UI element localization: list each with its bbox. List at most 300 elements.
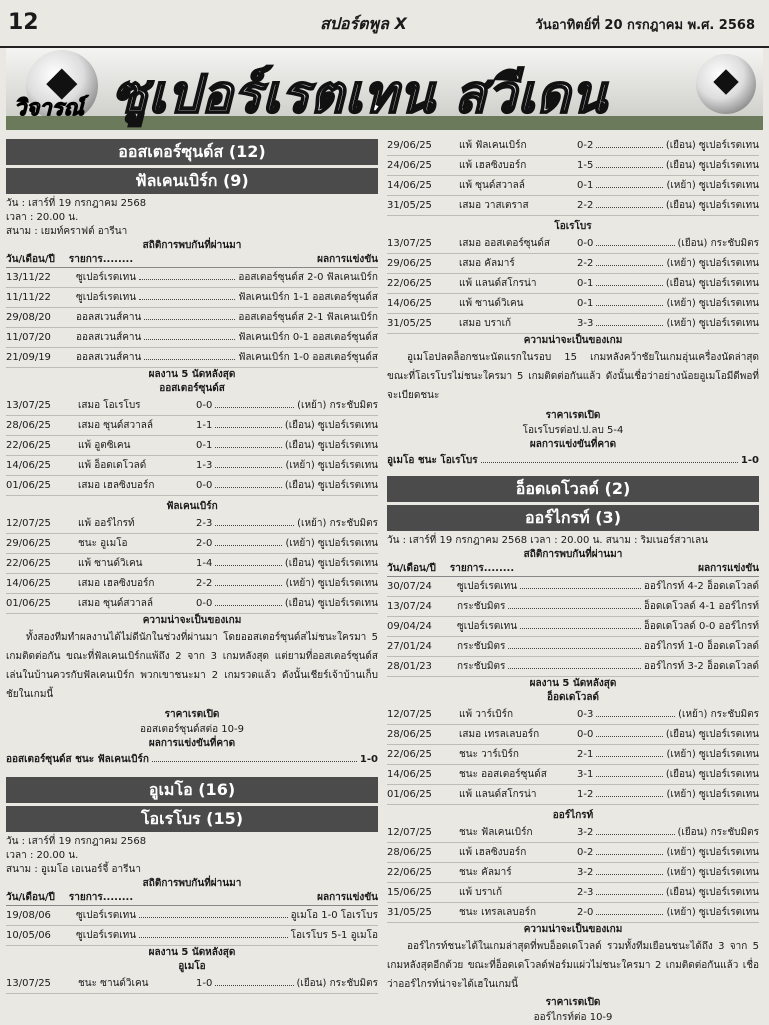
page-header <box>0 0 769 48</box>
match-date: 19/08/06 <box>6 910 51 921</box>
match-result: ออร์ไกรท์ 4-2 อ็อดเดโวลด์ <box>643 581 759 592</box>
score: 1-3 <box>196 460 213 471</box>
match1-home-bar: ออสเตอร์ซุนด์ส (12) <box>6 139 378 165</box>
table-row <box>6 348 378 368</box>
score: 0-0 <box>196 400 213 411</box>
result-opponent: เสมอ เทรลเลบอร์ก <box>459 729 540 740</box>
match-date: 09/04/24 <box>387 621 432 632</box>
match-date: 01/06/25 <box>6 480 51 491</box>
venue-competition: (เหย้า) กระชับมิตร <box>297 400 378 411</box>
venue-competition: (เหย้า) ซูเปอร์เรตเทน <box>666 867 759 878</box>
leader-dots <box>215 576 282 586</box>
competition: ออลสเวนส์คาน <box>76 352 142 363</box>
match2-odds: โอเรโบรต่อป.ป.ลบ 5-4 <box>522 425 624 436</box>
result-opponent: แพ้ ซานด์วิเคน <box>78 558 143 569</box>
list-item <box>6 574 378 594</box>
score: 0-2 <box>577 847 594 858</box>
leader-dots <box>215 976 293 986</box>
leader-dots <box>596 905 663 915</box>
result-opponent: แพ้ วาร์เบิร์ก <box>459 709 514 720</box>
venue-competition: (เยือน) ซูเปอร์เรตเทน <box>665 140 759 151</box>
match-date: 22/06/25 <box>387 278 432 289</box>
section-heading: สถิติการพบกันที่ผ่านมา <box>142 240 242 251</box>
score: 2-0 <box>196 538 213 549</box>
competition: ออลสเวนส์คาน <box>76 332 142 343</box>
football-icon <box>696 54 756 114</box>
venue-competition: (เหย้า) ซูเปอร์เรตเทน <box>666 907 759 918</box>
match-date: 13/11/22 <box>6 272 51 283</box>
match-date: 15/06/25 <box>387 887 432 898</box>
match-date: 12/07/25 <box>387 827 432 838</box>
competition: กระชับมิตร <box>457 601 506 612</box>
result-opponent: ชนะ ออสเตอร์ซุนด์ส <box>459 769 547 780</box>
match2-time: เวลา : 20.00 น. <box>6 850 79 861</box>
venue-competition: (เหย้า) ซูเปอร์เรตเทน <box>666 180 759 191</box>
competition: กระชับมิตร <box>457 661 506 672</box>
table-row <box>6 308 378 328</box>
match-result: อ็อดเดโวลด์ 0-0 ออร์ไกรท์ <box>643 621 759 632</box>
match-date: 14/06/25 <box>387 180 432 191</box>
match-date: 29/06/25 <box>387 140 432 151</box>
competition: ซูเปอร์เรตเทน <box>457 621 518 632</box>
table-row <box>6 906 378 926</box>
leader-dots <box>139 270 235 280</box>
venue-competition: (เหย้า) ซูเปอร์เรตเทน <box>285 538 378 549</box>
score: 0-1 <box>577 278 594 289</box>
leader-dots <box>596 138 662 148</box>
result-col-label: ผลการแข่งขัน <box>317 892 378 903</box>
result-col-label: ผลการแข่งขัน <box>698 563 759 574</box>
match2-away-bar: โอเรโบร (15) <box>6 806 378 832</box>
match-date: 29/06/25 <box>387 258 432 269</box>
list-item <box>387 196 759 216</box>
competition: ซูเปอร์เรตเทน <box>76 272 137 283</box>
match-result: อูเมโอ 1-0 โอเรโบร <box>290 910 378 921</box>
date-col-label: วัน/เดือน/ปี <box>6 892 55 903</box>
venue-competition: (เยือน) กระชับมิตร <box>677 827 759 838</box>
match3-h2h-list <box>387 577 759 677</box>
leader-dots <box>596 865 663 875</box>
match-date: 01/06/25 <box>6 598 51 609</box>
match3-odds: ออร์ไกรท์ต่อ 10-9 <box>533 1012 613 1023</box>
score: 0-0 <box>577 729 594 740</box>
leader-dots <box>215 596 281 606</box>
leader-dots <box>596 787 663 797</box>
score: 2-3 <box>196 518 213 529</box>
list-item <box>387 156 759 176</box>
match-result: ฟัลเคนเบิร์ก 0-1 ออสเตอร์ซุนด์ส <box>238 332 378 343</box>
leader-dots <box>139 928 288 938</box>
venue-competition: (เยือน) กระชับมิตร <box>296 978 378 989</box>
section-heading: ความน่าจะเป็นของเกม <box>523 335 623 346</box>
competition: ซูเปอร์เรตเทน <box>76 910 137 921</box>
h2h-header <box>6 891 378 906</box>
table-row <box>6 268 378 288</box>
venue-competition: (เยือน) ซูเปอร์เรตเทน <box>284 420 378 431</box>
match-result: โอเรโบร 5-1 อูเมโอ <box>290 930 378 941</box>
venue-competition: (เหย้า) ซูเปอร์เรตเทน <box>666 847 759 858</box>
match2-prediction <box>387 452 759 470</box>
leader-dots <box>596 707 675 717</box>
match2-home-form-rest <box>387 136 759 216</box>
score: 2-2 <box>196 578 213 589</box>
leader-dots <box>596 767 662 777</box>
leader-dots <box>215 478 281 488</box>
match1-odds: ออสเตอร์ซุนด์สต่อ 10-9 <box>140 724 244 735</box>
match2-home-form-first <box>6 974 378 994</box>
match2-outlook: อูเมโอปลดล็อกชนะนัดแรกในรอบ 15 เกมหลังคว้าชัยในเกมอุ่นเครื่องนัดล่าสุด ขณะที่โอเรโบรไม่ชนะใครมา 5 เกมติดต่อกันแล้ว ดังนั้นเชื่อว่าอย่างน้อยอูเมโอมีดีพอที่จะเบียดชนะ <box>387 352 759 401</box>
list-item <box>387 705 759 725</box>
match-date: 21/09/19 <box>6 352 51 363</box>
comp-col-label: รายการ........ <box>449 563 515 574</box>
list-item <box>6 476 378 496</box>
banner-subtitle: วิจารณ์ <box>14 96 84 121</box>
venue-competition: (เยือน) ซูเปอร์เรตเทน <box>665 729 759 740</box>
leader-dots <box>596 845 663 855</box>
prediction-text: อูเมโอ ชนะ โอเรโบร <box>387 455 478 466</box>
match2-h2h-list <box>6 906 378 946</box>
competition: ออลสเวนส์คาน <box>76 312 142 323</box>
section-heading: ผลงาน 5 นัดหลังสุด <box>148 369 236 380</box>
list-item <box>387 823 759 843</box>
result-opponent: ชนะ วาร์เบิร์ก <box>459 749 519 760</box>
match-date: 22/06/25 <box>6 558 51 569</box>
leader-dots <box>144 310 235 320</box>
leader-dots <box>215 398 294 408</box>
section-heading: สถิติการพบกันที่ผ่านมา <box>142 878 242 889</box>
prediction-score: 1-0 <box>740 455 759 466</box>
team-heading: อ็อดเดโวลด์ <box>546 692 600 703</box>
match1-day: วัน : เสาร์ที่ 19 กรกฎาคม 2568 <box>6 198 147 209</box>
venue-competition: (เยือน) ซูเปอร์เรตเทน <box>284 480 378 491</box>
leader-dots <box>596 747 663 757</box>
left-column <box>6 136 378 994</box>
match-date: 22/06/25 <box>387 749 432 760</box>
match1-home-form <box>6 396 378 496</box>
venue-competition: (เยือน) ซูเปอร์เรตเทน <box>665 769 759 780</box>
section-heading: ผลการแข่งขันที่คาด <box>529 439 617 450</box>
leader-dots <box>520 579 641 589</box>
score: 0-3 <box>577 709 594 720</box>
list-item <box>6 534 378 554</box>
leader-dots <box>596 296 663 306</box>
result-opponent: ชนะ อูเมโอ <box>78 538 128 549</box>
list-item <box>387 863 759 883</box>
score: 0-1 <box>196 440 213 451</box>
venue-competition: (เยือน) ซูเปอร์เรตเทน <box>665 200 759 211</box>
table-row <box>387 597 759 617</box>
team-heading: ฟัลเคนเบิร์ก <box>166 501 218 512</box>
match3-away-form <box>387 823 759 923</box>
list-item <box>387 883 759 903</box>
list-item <box>387 234 759 254</box>
list-item <box>387 765 759 785</box>
match1-prediction <box>6 751 378 769</box>
leader-dots <box>596 236 674 246</box>
leader-dots <box>596 276 662 286</box>
match-date: 12/07/25 <box>6 518 51 529</box>
leader-dots <box>596 727 662 737</box>
match-date: 11/11/22 <box>6 292 51 303</box>
list-item <box>387 136 759 156</box>
venue-competition: (เหย้า) ซูเปอร์เรตเทน <box>666 258 759 269</box>
match1-away-bar: ฟัลเคนเบิร์ก (9) <box>6 168 378 194</box>
leader-dots <box>215 458 282 468</box>
match3-info: วัน : เสาร์ที่ 19 กรกฎาคม 2568 เวลา : 20.00 น. สนาม : ริมเนอร์สวาเลน <box>387 535 708 546</box>
team-heading: ออร์ไกรท์ <box>552 810 594 821</box>
match-result: ออสเตอร์ซุนด์ส 2-0 ฟัลเคนเบิร์ก <box>238 272 378 283</box>
venue-competition: (เยือน) ซูเปอร์เรตเทน <box>665 887 759 898</box>
section-heading: ราคาเรตเปิด <box>164 709 220 720</box>
leader-dots <box>596 316 663 326</box>
venue-competition: (เยือน) ซูเปอร์เรตเทน <box>284 598 378 609</box>
leader-dots <box>144 350 235 360</box>
leader-dots <box>596 158 662 168</box>
match-date: 14/06/25 <box>387 769 432 780</box>
match-date: 13/07/25 <box>6 978 51 989</box>
venue-competition: (เหย้า) ซูเปอร์เรตเทน <box>285 460 378 471</box>
leader-dots <box>596 825 674 835</box>
result-opponent: เสมอ โอเรโบร <box>78 400 141 411</box>
leader-dots <box>596 256 663 266</box>
match-date: 14/06/25 <box>6 578 51 589</box>
match-result: อ็อดเดโวลด์ 4-1 ออร์ไกรท์ <box>643 601 759 612</box>
venue-competition: (เหย้า) ซูเปอร์เรตเทน <box>666 318 759 329</box>
leader-dots <box>508 599 640 609</box>
score: 2-2 <box>577 200 594 211</box>
match-result: ฟัลเคนเบิร์ก 1-0 ออสเตอร์ซุนด์ส <box>238 352 378 363</box>
result-opponent: เสมอ บราเก้ <box>459 318 512 329</box>
comp-col-label: รายการ........ <box>68 892 134 903</box>
match-date: 22/06/25 <box>6 440 51 451</box>
venue-competition: (เหย้า) กระชับมิตร <box>297 518 378 529</box>
match2-home-bar: อูเมโอ (16) <box>6 777 378 803</box>
match2-day: วัน : เสาร์ที่ 19 กรกฎาคม 2568 <box>6 836 147 847</box>
match3-away-bar: ออร์ไกรท์ (3) <box>387 505 759 531</box>
match-date: 27/01/24 <box>387 641 432 652</box>
leader-dots <box>596 178 663 188</box>
leader-dots <box>508 659 640 669</box>
match-date: 28/06/25 <box>387 729 432 740</box>
score: 3-1 <box>577 769 594 780</box>
leader-dots <box>215 516 294 526</box>
competition: กระชับมิตร <box>457 641 506 652</box>
match-date: 14/06/25 <box>6 460 51 471</box>
table-row <box>6 328 378 348</box>
venue-competition: (เยือน) ซูเปอร์เรตเทน <box>284 440 378 451</box>
result-opponent: แพ้ ฟัลเคนเบิร์ก <box>459 140 527 151</box>
table-row <box>387 657 759 677</box>
result-opponent: เสมอ ออสเตอร์ซุนด์ส <box>459 238 550 249</box>
competition: ซูเปอร์เรตเทน <box>76 292 137 303</box>
result-opponent: แพ้ แลนด์สโกรน่า <box>459 278 537 289</box>
match-date: 29/06/25 <box>6 538 51 549</box>
match-date: 31/05/25 <box>387 318 432 329</box>
section-heading: ราคาเรตเปิด <box>545 410 601 421</box>
score: 0-2 <box>577 140 594 151</box>
comp-col-label: รายการ........ <box>68 254 134 265</box>
list-item <box>6 514 378 534</box>
match-date: 28/01/23 <box>387 661 432 672</box>
result-opponent: เสมอ เฮลซิงบอร์ก <box>78 480 155 491</box>
list-item <box>6 396 378 416</box>
list-item <box>387 254 759 274</box>
section-heading: สถิติการพบกันที่ผ่านมา <box>523 549 623 560</box>
leader-dots <box>215 536 282 546</box>
match1-venue: สนาม : เยมท์คราฟต์ อารีนา <box>6 226 128 237</box>
result-opponent: ชนะ ฟัลเคนเบิร์ก <box>459 827 533 838</box>
result-opponent: แพ้ เฮลซิงบอร์ก <box>459 160 527 171</box>
match-date: 28/06/25 <box>387 847 432 858</box>
match-date: 13/07/24 <box>387 601 432 612</box>
list-item <box>6 554 378 574</box>
match1-h2h-list <box>6 268 378 368</box>
section-heading: ความน่าจะเป็นของเกม <box>523 924 623 935</box>
result-opponent: ชนะ ซานด์วิเคน <box>78 978 149 989</box>
score: 2-0 <box>577 907 594 918</box>
match1-outlook: ทั้งสองทีมทำผลงานได้ไม่ดีนักในช่วงที่ผ่านมา โดยออสเตอร์ซุนด์สไม่ชนะใครมา 5 เกมติดต่อกัน ขณะที่ฟัลเคนเบิร์กแพ้ถึง 2 จาก 3 เกมหลังสุด แต่ยามที่ออสเตอร์ซุนด์สเล่นในบ้านควรกับฟัลเคนเบิร์ก พวกเขาชนะมา 2 เกมรวดแล้ว ดังนั้นเชียร์เจ้าบ้านเก็บชัยในเกมนี้ <box>6 632 378 700</box>
table-row <box>6 288 378 308</box>
prediction-score: 1-0 <box>359 754 378 765</box>
result-opponent: แพ้ อูตซิเคน <box>78 440 131 451</box>
list-item <box>387 274 759 294</box>
date-col-label: วัน/เดือน/ปี <box>6 254 55 265</box>
h2h-header <box>387 562 759 577</box>
match2-away-form <box>387 234 759 334</box>
h2h-header <box>6 253 378 268</box>
score: 1-1 <box>196 420 213 431</box>
match3-home-form <box>387 705 759 805</box>
match-date: 10/05/06 <box>6 930 51 941</box>
leader-dots <box>144 330 235 340</box>
section-heading: ความน่าจะเป็นของเกม <box>142 615 242 626</box>
match-date: 30/07/24 <box>387 581 432 592</box>
venue-competition: (เหย้า) ซูเปอร์เรตเทน <box>285 578 378 589</box>
leader-dots <box>596 198 662 208</box>
team-heading: โอเรโบร <box>554 221 592 232</box>
list-item <box>387 903 759 923</box>
match-date: 14/06/25 <box>387 298 432 309</box>
team-heading: อูเมโอ <box>178 961 206 972</box>
list-item <box>387 745 759 765</box>
leader-dots <box>508 639 640 649</box>
match-date: 29/08/20 <box>6 312 51 323</box>
match1-away-form <box>6 514 378 614</box>
leader-dots <box>596 885 662 895</box>
section-banner <box>6 48 763 130</box>
prediction-text: ออสเตอร์ซุนด์ส ชนะ ฟัลเคนเบิร์ก <box>6 754 149 765</box>
score: 3-2 <box>577 827 594 838</box>
match3-home-bar: อ็อดเดโวลด์ (2) <box>387 476 759 502</box>
leader-dots <box>215 556 281 566</box>
list-item <box>387 314 759 334</box>
match-date: 13/07/25 <box>6 400 51 411</box>
match-date: 24/06/25 <box>387 160 432 171</box>
score: 1-2 <box>577 789 594 800</box>
match-date: 31/05/25 <box>387 907 432 918</box>
score: 2-2 <box>577 258 594 269</box>
score: 3-2 <box>577 867 594 878</box>
match3-outlook: ออร์ไกรท์ชนะได้ในเกมล่าสุดที่พบอ็อดเดโวลด์ รวมทั้งทีมเยือนชนะได้ถึง 3 จาก 5 เกมหลังสุดอีกด้วย ขณะที่อ็อดเดโวลด์ฟอร์มแผ่วไม่ชนะใครมา 2 เกมติดต่อกันแล้ว เชื่อว่าออร์ไกรท์น่าจะได้เฮในเกมนี้ <box>387 941 759 990</box>
match-result: ออร์ไกรท์ 1-0 อ็อดเดโวลด์ <box>643 641 759 652</box>
score: 3-3 <box>577 318 594 329</box>
match2-venue: สนาม : อูเมโอ เอเนอร์จี้ อารีนา <box>6 864 141 875</box>
venue-competition: (เหย้า) ซูเปอร์เรตเทน <box>666 298 759 309</box>
score: 1-4 <box>196 558 213 569</box>
page-number: 12 <box>8 10 39 35</box>
venue-competition: (เยือน) กระชับมิตร <box>677 238 759 249</box>
match-date: 31/05/25 <box>387 200 432 211</box>
list-item <box>387 785 759 805</box>
list-item <box>387 725 759 745</box>
match-result: ออสเตอร์ซุนด์ส 2-1 ฟัลเคนเบิร์ก <box>238 312 378 323</box>
table-row <box>6 926 378 946</box>
venue-competition: (เยือน) ซูเปอร์เรตเทน <box>665 278 759 289</box>
match-date: 11/07/20 <box>6 332 51 343</box>
result-opponent: เสมอ วาสเตราส <box>459 200 529 211</box>
newspaper-logo: สปอร์ตพูล X <box>320 14 407 33</box>
issue-date: วันอาทิตย์ที่ 20 กรกฎาคม พ.ศ. 2568 <box>535 18 755 33</box>
result-opponent: แพ้ อ็อดเดโวลด์ <box>78 460 147 471</box>
score: 0-0 <box>196 598 213 609</box>
team-heading: ออสเตอร์ซุนด์ส <box>159 383 225 394</box>
list-item <box>6 974 378 994</box>
section-heading: ราคาเรตเปิด <box>545 997 601 1008</box>
right-column <box>387 136 759 1025</box>
score: 2-1 <box>577 749 594 760</box>
score: 0-1 <box>577 180 594 191</box>
result-opponent: แพ้ บราเก้ <box>459 887 503 898</box>
competition: ซูเปอร์เรตเทน <box>76 930 137 941</box>
score: 0-0 <box>196 480 213 491</box>
venue-competition: (เหย้า) ซูเปอร์เรตเทน <box>666 789 759 800</box>
match-date: 22/06/25 <box>387 867 432 878</box>
table-row <box>387 637 759 657</box>
section-heading: ผลงาน 5 นัดหลังสุด <box>148 947 236 958</box>
score: 2-3 <box>577 887 594 898</box>
table-row <box>387 577 759 597</box>
section-heading: ผลการแข่งขันที่คาด <box>148 738 236 749</box>
list-item <box>387 294 759 314</box>
list-item <box>387 176 759 196</box>
result-col-label: ผลการแข่งขัน <box>317 254 378 265</box>
result-opponent: ชนะ คัลมาร์ <box>459 867 512 878</box>
match-result: ออร์ไกรท์ 3-2 อ็อดเดโวลด์ <box>643 661 759 672</box>
leader-dots <box>139 908 288 918</box>
result-opponent: เสมอ ซุนด์สวาลล์ <box>78 420 154 431</box>
competition: ซูเปอร์เรตเทน <box>457 581 518 592</box>
result-opponent: แพ้ แลนด์สโกรน่า <box>459 789 537 800</box>
table-row <box>387 617 759 637</box>
score: 1-5 <box>577 160 594 171</box>
leader-dots <box>215 418 281 428</box>
match-date: 12/07/25 <box>387 709 432 720</box>
section-heading: ผลงาน 5 นัดหลังสุด <box>529 678 617 689</box>
result-opponent: ชนะ เทรลเลบอร์ก <box>459 907 537 918</box>
match-date: 01/06/25 <box>387 789 432 800</box>
venue-competition: (เยือน) ซูเปอร์เรตเทน <box>665 160 759 171</box>
banner-title: ซูเปอร์เรตเทน สวีเดน <box>112 65 608 125</box>
match-date: 13/07/25 <box>387 238 432 249</box>
date-col-label: วัน/เดือน/ปี <box>387 563 436 574</box>
leader-dots <box>215 438 281 448</box>
result-opponent: แพ้ ออร์ไกรท์ <box>78 518 135 529</box>
result-opponent: เสมอ คัลมาร์ <box>459 258 515 269</box>
match-result: ฟัลเคนเบิร์ก 1-1 ออสเตอร์ซุนด์ส <box>238 292 378 303</box>
result-opponent: เสมอ ซุนด์สวาลล์ <box>78 598 154 609</box>
result-opponent: แพ้ ซานด์วิเคน <box>459 298 524 309</box>
leader-dots <box>520 619 641 629</box>
